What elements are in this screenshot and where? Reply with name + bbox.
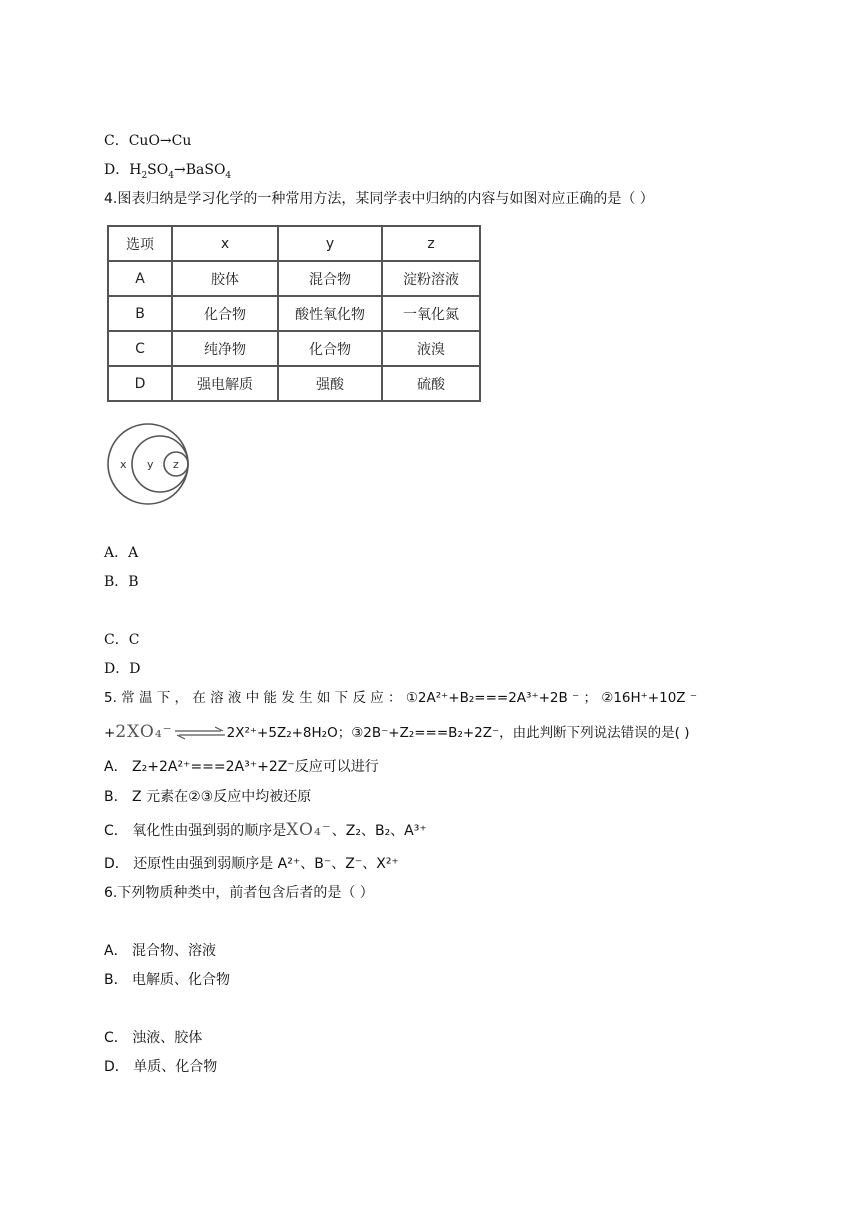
table-cell: 强酸 — [278, 366, 382, 401]
q4-option-a[interactable]: A．A — [104, 545, 139, 561]
q3-option-d[interactable]: D．$H_2SO_4\to BaSO_4$ — [104, 162, 232, 181]
table-row — [108, 296, 480, 331]
equilibrium-arrow-icon — [173, 726, 227, 740]
table-cell: 淀粉溶液 — [382, 261, 480, 296]
q5-option-b[interactable]: B． Z 元素在②③反应中均被还原 — [104, 789, 312, 805]
q4-option-d[interactable]: D．D — [104, 661, 141, 677]
q6-stem: 6.下列物质种类中，前者包含后者的是（ ） — [104, 885, 374, 901]
q4-table — [107, 225, 481, 402]
q3-option-c[interactable]: C．CuO→Cu — [104, 133, 192, 149]
table-row — [108, 366, 480, 401]
table-cell: 液溴 — [382, 331, 480, 366]
venn-circle-y — [132, 436, 188, 492]
table-cell: 一氧化氮 — [382, 296, 480, 331]
table-cell: 化合物 — [278, 331, 382, 366]
table-cell: D — [108, 366, 172, 401]
table-header-cell: x — [172, 226, 278, 261]
table-header-cell: 选项 — [108, 226, 172, 261]
q4-stem: 4.图表归纳是学习化学的一种常用方法，某同学表中归纳的内容与如图对应正确的是（ ） — [104, 191, 654, 207]
table-row — [108, 261, 480, 296]
q5-option-a[interactable]: A． Z₂+2A²⁺===2A³⁺+2Z⁻反应可以进行 — [104, 759, 379, 775]
venn-label-z: z — [173, 458, 179, 471]
q6-option-b[interactable]: B． 电解质、化合物 — [104, 972, 231, 988]
table-cell: 胶体 — [172, 261, 278, 296]
table-cell: 酸性氧化物 — [278, 296, 382, 331]
table-row — [108, 331, 480, 366]
q5-stem-line2: +2XO₄⁻ 2X²⁺+5Z₂+8H₂O；③2B⁻+Z₂===B₂+2Z⁻，由此判断下列说法错误的是( ) — [104, 722, 690, 742]
venn-label-y: y — [147, 458, 154, 471]
table-header-row — [108, 226, 480, 261]
venn-label-x: x — [120, 458, 127, 471]
table-cell: 化合物 — [172, 296, 278, 331]
table-cell: 纯净物 — [172, 331, 278, 366]
table-cell: B — [108, 296, 172, 331]
table-cell: 混合物 — [278, 261, 382, 296]
q6-option-c[interactable]: C． 浊液、胶体 — [104, 1030, 203, 1046]
q6-option-a[interactable]: A． 混合物、溶液 — [104, 943, 217, 959]
table-cell: A — [108, 261, 172, 296]
q5-stem-line1: 5. 常 温 下 ， 在 溶 液 中 能 发 生 如 下 反 应 ： ①2A²⁺+B₂===2A³⁺+2B ⁻ ； ②16H⁺+10Z ⁻ — [104, 690, 697, 706]
q4-option-b[interactable]: B．B — [104, 574, 139, 590]
table-cell: C — [108, 331, 172, 366]
venn-diagram — [104, 420, 196, 510]
table-cell: 强电解质 — [172, 366, 278, 401]
table-header-cell: z — [382, 226, 480, 261]
q4-option-c[interactable]: C．C — [104, 632, 140, 648]
q5-option-c[interactable]: C． 氧化性由强到弱的顺序是XO₄⁻、Z₂、B₂、A³⁺ — [104, 820, 427, 840]
xo4-ion: 2XO₄⁻ — [115, 722, 173, 742]
table-cell: 硫酸 — [382, 366, 480, 401]
q5-option-d[interactable]: D． 还原性由强到弱顺序是 A²⁺、B⁻、Z⁻、X²⁺ — [104, 856, 399, 872]
table-header-cell: y — [278, 226, 382, 261]
q6-option-d[interactable]: D． 单质、化合物 — [104, 1059, 218, 1075]
xo4-ion: XO₄⁻ — [286, 820, 332, 840]
